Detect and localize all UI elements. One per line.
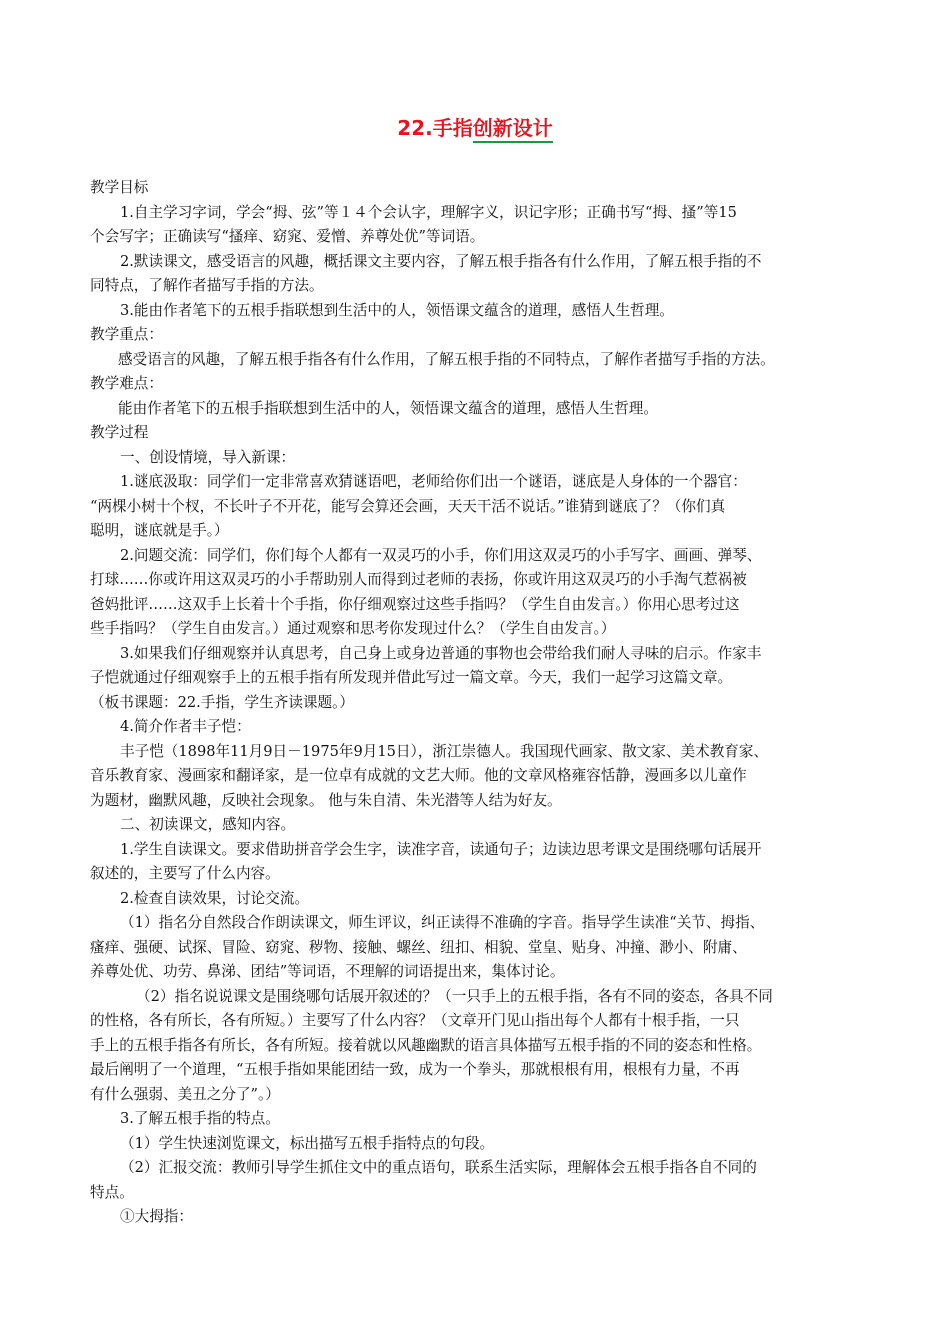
text-line: （2）汇报交流：教师引导学生抓住文中的重点语句，联系生活实际，理解体会五根手指各自不同的 [120,1159,757,1176]
title-number: 22. [397,116,433,140]
text-line: 1.自主学习字词，学会“拇、弦”等１４个会认字，理解字义，识记字形；正确书写“拇、搔”等15 [120,203,737,221]
text-line: 1.学生自读课文。要求借助拼音学会生字，读准字音，读通句子；边读边思考课文是围绕哪句话展开 [120,840,762,858]
text-line: 叙述的，主要写了什么内容。 [90,865,280,882]
text-line: 3.能由作者笔下的五根手指联想到生活中的人，领悟课文蕴含的道理，感悟人生哲理。 [120,301,674,319]
section-heading: 教学目标 [90,179,149,196]
text-line: 二、初读课文，感知内容。 [120,816,296,833]
text-line: 2.检查自读效果，讨论交流。 [120,889,310,907]
text-line: 2.问题交流：同学们，你们每个人都有一双灵巧的小手，你们用这双灵巧的小手写字、画画、弹琴、 [120,546,762,564]
section-heading: 教学过程 [90,424,149,441]
text-line: 爸妈批评……这双手上长着十个手指，你仔细观察过这些手指吗？（学生自由发言。）你用心思考过这 [90,595,740,613]
title-word: 手指 [432,116,473,140]
text-line: 些手指吗？（学生自由发言。）通过观察和思考你发现过什么？（学生自由发言。） [90,620,616,637]
text-line: 养尊处优、功劳、鼻涕、团结”等词语，不理解的词语提出来，集体讨论。 [90,963,565,980]
text-line: （1）指名分自然段合作朗读课文，师生评议，纠正读得不准确的字音。指导学生读准“关节、拇指、 [120,914,765,931]
text-line: （1）学生快速浏览课文，标出描写五根手指特点的句段。 [120,1134,495,1152]
text-line: 手上的五根手指各有所长，各有所短。接着就以风趣幽默的语言具体描写五根手指的不同的姿态和性格。 [90,1036,762,1054]
section-heading: 教学难点： [90,375,163,392]
text-line: 感受语言的风趣，了解五根手指各有什么作用，了解五根手指的不同特点，了解作者描写手指的方法。 [118,350,775,368]
text-line: 打球……你或许用这双灵巧的小手帮助别人而得到过老师的表扬，你或许用这双灵巧的小手淘气惹祸被 [90,571,747,588]
page-title [0,114,950,142]
document-body [90,176,865,1230]
text-line: 2.默读课文，感受语言的风趣，概括课文主要内容，了解五根手指各有什么作用，了解五根手指的不 [120,252,762,270]
text-line: 能由作者笔下的五根手指联想到生活中的人，领悟课文蕴含的道理，感悟人生哲理。 [118,399,658,417]
text-line: 有什么强弱、美丑之分了”。） [90,1085,280,1103]
text-line: 3.了解五根手指的特点。 [120,1110,280,1127]
text-line: 1.谜底汲取：同学们一定非常喜欢猜谜语吧，老师给你们出一个谜语，谜底是人身体的一个器官： [120,473,747,490]
section-heading: 教学重点： [90,326,163,343]
title-underlined: 创新设计 [473,116,553,143]
text-line: 4.简介作者丰子恺： [120,718,251,735]
text-line: 3.如果我们仔细观察并认真思考，自己身上或身边普通的事物也会带给我们耐人寻味的启示。作家丰 [120,644,762,662]
text-line: 丰子恺（1898年11月9日－1975年9月15日），浙江崇德人。我国现代画家、散文家、美术教育家、 [120,742,769,760]
text-line: ①大拇指： [120,1208,193,1225]
text-line: （2）指名说说课文是围绕哪句话展开叙述的？（一只手上的五根手指，各有不同的姿态，各具不同 [136,987,773,1005]
text-line: 个会写字；正确读写“搔痒、窈窕、爱憎、养尊处优”等词语。 [90,228,485,245]
text-line: 同特点，了解作者描写手指的方法。 [90,277,324,294]
text-line: 最后阐明了一个道理，“五根手指如果能团结一致，成为一个拳头，那就根根有用，根根有力量，不再 [90,1061,740,1078]
text-line: 一、创设情境，导入新课： [120,448,296,466]
text-line: 特点。 [90,1183,134,1201]
text-line: 聪明，谜底就是手。） [90,522,229,539]
text-line: 瘙痒、强硬、试探、冒险、窈窕、秽物、接触、螺丝、纽扣、相貌、堂皇、贴身、冲撞、渺小、附庸、 [90,938,747,956]
text-line: 子恺就通过仔细观察手上的五根手指有所发现并借此写过一篇文章。今天，我们一起学习这篇文章。 [90,669,733,686]
text-line: “两棵小树十个杈，不长叶子不开花，能写会算还会画，天天干活不说话。”谁猜到谜底了？（你们真 [90,497,726,515]
text-line: 的性格，各有所长，各有所短。）主要写了什么内容？（文章开门见山指出每个人都有十根手指，一只 [90,1012,740,1029]
text-line: 音乐教育家、漫画家和翻译家，是一位卓有成就的文艺大师。他的文章风格雍容恬静，漫画多以儿童作 [90,767,747,784]
text-line: 为题材，幽默风趣，反映社会现象。 他与朱自清、朱光潜等人结为好友。 [90,791,562,809]
text-line: （板书课题：22.手指，学生齐读课题。） [90,693,355,711]
